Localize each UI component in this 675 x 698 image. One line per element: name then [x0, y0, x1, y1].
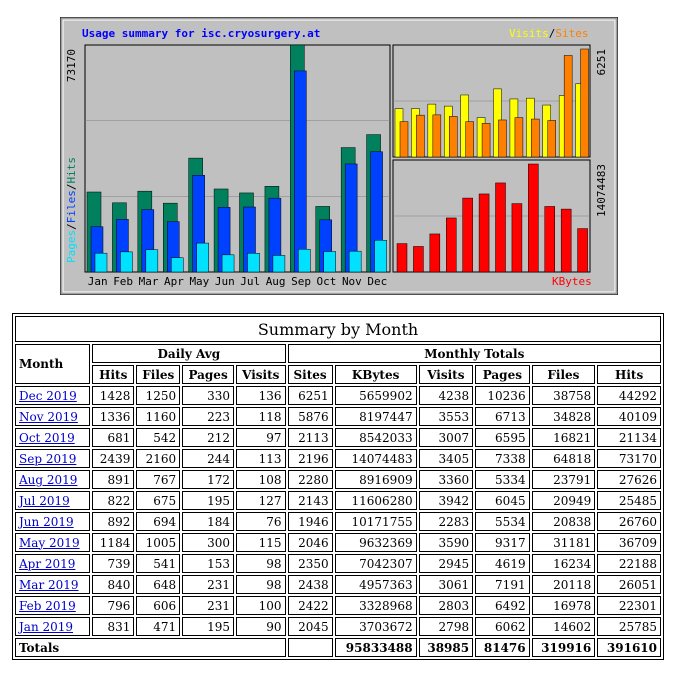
month-cell [15, 596, 90, 615]
value-cell: 26760 [597, 512, 661, 531]
value-cell: 2945 [419, 554, 474, 573]
value-cell: 330 [182, 386, 234, 405]
value-cell: 2439 [92, 449, 134, 468]
bar-sites-aug [515, 118, 523, 157]
value-cell: 606 [136, 596, 180, 615]
value-cell: 1160 [136, 407, 180, 426]
value-cell: 5534 [475, 512, 530, 531]
month-cell [15, 491, 90, 510]
month-cell [15, 407, 90, 426]
value-cell: 739 [92, 554, 134, 573]
table-row [15, 449, 661, 468]
value-cell: 9632369 [335, 533, 417, 552]
value-cell: 108 [236, 470, 286, 489]
daily-avg-header: Daily Avg [92, 344, 285, 363]
value-cell: 767 [136, 470, 180, 489]
bar-sites-sep [531, 119, 539, 157]
table-row [15, 554, 661, 573]
value-cell: 23791 [532, 470, 596, 489]
month-link[interactable]: May 2019 [19, 535, 80, 550]
value-cell: 127 [236, 491, 286, 510]
value-cell: 16821 [532, 428, 596, 447]
value-cell: 38758 [532, 386, 596, 405]
value-cell: 7338 [475, 449, 530, 468]
month-link[interactable]: Apr 2019 [19, 556, 76, 571]
value-cell: 1005 [136, 533, 180, 552]
value-cell: 831 [92, 617, 134, 636]
bar-kbytes-jul [496, 183, 506, 272]
value-cell: 184 [182, 512, 234, 531]
value-cell: 3405 [419, 449, 474, 468]
value-cell: 2196 [288, 449, 333, 468]
x-tick-label-aug: Aug [265, 275, 286, 288]
bar-sites-jan [400, 122, 408, 157]
x-tick-label-apr: Apr [164, 275, 184, 288]
totals-row [15, 638, 661, 657]
totals-value-cell: 38985 [419, 638, 474, 657]
value-cell: 2803 [419, 596, 474, 615]
value-cell: 2046 [288, 533, 333, 552]
value-cell: 840 [92, 575, 134, 594]
month-link[interactable]: Sep 2019 [19, 451, 77, 466]
value-cell: 1428 [92, 386, 134, 405]
value-cell: 31181 [532, 533, 596, 552]
legend-visits: Visits [509, 27, 549, 40]
value-cell: 796 [92, 596, 134, 615]
value-cell: 4957363 [335, 575, 417, 594]
value-cell: 4619 [475, 554, 530, 573]
daily-col-header-files: Files [136, 365, 180, 384]
value-cell: 11606280 [335, 491, 417, 510]
value-cell: 90 [236, 617, 286, 636]
table-row [15, 491, 661, 510]
value-cell: 136 [236, 386, 286, 405]
value-cell: 3942 [419, 491, 474, 510]
value-cell: 22188 [597, 554, 661, 573]
value-cell: 3553 [419, 407, 474, 426]
value-cell: 26051 [597, 575, 661, 594]
bar-pages-sep [298, 249, 310, 272]
bar-kbytes-nov [561, 209, 571, 272]
value-cell: 113 [236, 449, 286, 468]
month-cell [15, 386, 90, 405]
bar-pages-jun [222, 255, 234, 272]
value-cell: 172 [182, 470, 234, 489]
value-cell: 16234 [532, 554, 596, 573]
value-cell: 2160 [136, 449, 180, 468]
x-tick-label-dec: Dec [367, 275, 388, 288]
monthly-col-header-files: Files [532, 365, 596, 384]
month-link[interactable]: Jul 2019 [19, 493, 70, 508]
value-cell: 891 [92, 470, 134, 489]
table-row [15, 596, 661, 615]
x-tick-label-oct: Oct [316, 275, 337, 288]
value-cell: 6713 [475, 407, 530, 426]
table-row [15, 533, 661, 552]
value-cell: 118 [236, 407, 286, 426]
value-cell: 694 [136, 512, 180, 531]
value-cell: 6062 [475, 617, 530, 636]
value-cell: 98 [236, 575, 286, 594]
value-cell: 64818 [532, 449, 596, 468]
value-cell: 231 [182, 596, 234, 615]
value-cell: 6045 [475, 491, 530, 510]
month-header: Month [15, 344, 90, 384]
month-link[interactable]: Jun 2019 [19, 514, 74, 529]
bar-kbytes-feb [413, 246, 423, 272]
month-cell [15, 554, 90, 573]
value-cell: 6595 [475, 428, 530, 447]
value-cell: 223 [182, 407, 234, 426]
value-cell: 541 [136, 554, 180, 573]
table-row [15, 512, 661, 531]
month-cell [15, 428, 90, 447]
bar-pages-jul [248, 253, 260, 272]
bar-kbytes-apr [446, 218, 456, 272]
bar-sites-jun [482, 123, 490, 157]
monthly-col-header-sites: Sites [288, 365, 333, 384]
bar-sites-mar [433, 115, 441, 157]
value-cell: 20949 [532, 491, 596, 510]
value-cell: 892 [92, 512, 134, 531]
bar-pages-jan [95, 253, 107, 272]
value-cell: 2422 [288, 596, 333, 615]
value-cell: 9317 [475, 533, 530, 552]
x-tick-label-jul: Jul [240, 275, 261, 288]
value-cell: 76 [236, 512, 286, 531]
summary-by-month-table [12, 313, 664, 660]
bar-sites-jul [499, 120, 507, 157]
value-cell: 14074483 [335, 449, 417, 468]
daily-col-header-visits: Visits [236, 365, 286, 384]
value-cell: 7191 [475, 575, 530, 594]
monthly-col-header-visits: Visits [419, 365, 474, 384]
legend-pages: Pages [65, 229, 78, 263]
value-cell: 25485 [597, 491, 661, 510]
usage-chart-svg [60, 17, 618, 295]
value-cell: 40109 [597, 407, 661, 426]
value-cell: 36709 [597, 533, 661, 552]
bar-pages-oct [324, 252, 336, 272]
value-cell: 44292 [597, 386, 661, 405]
bar-pages-may [197, 243, 209, 272]
month-link[interactable]: Oct 2019 [19, 430, 75, 445]
value-cell: 20118 [532, 575, 596, 594]
value-cell: 1336 [92, 407, 134, 426]
table-row [15, 386, 661, 405]
value-cell: 822 [92, 491, 134, 510]
bar-kbytes-mar [430, 234, 440, 272]
bar-sites-oct [548, 120, 556, 157]
value-cell: 1946 [288, 512, 333, 531]
visits-sites-legend: Visits/Sites [509, 27, 589, 40]
value-cell: 2283 [419, 512, 474, 531]
summary-table-wrapper [12, 313, 664, 660]
value-cell: 681 [92, 428, 134, 447]
table-row [15, 428, 661, 447]
value-cell: 34828 [532, 407, 596, 426]
value-cell: 2350 [288, 554, 333, 573]
x-tick-label-jun: Jun [214, 275, 235, 288]
value-cell: 5659902 [335, 386, 417, 405]
value-cell: 5876 [288, 407, 333, 426]
value-cell: 21134 [597, 428, 661, 447]
month-cell [15, 575, 90, 594]
value-cell: 3007 [419, 428, 474, 447]
value-cell: 16978 [532, 596, 596, 615]
value-cell: 212 [182, 428, 234, 447]
table-row [15, 617, 661, 636]
monthly-col-header-pages: Pages [475, 365, 530, 384]
totals-label: Totals [15, 638, 286, 657]
bar-pages-mar [146, 250, 158, 272]
bar-pages-apr [171, 258, 183, 272]
legend-files: Files [65, 190, 78, 224]
daily-col-header-pages: Pages [182, 365, 234, 384]
legend-sites: Sites [555, 27, 589, 40]
bar-files-sep [294, 71, 306, 272]
value-cell: 153 [182, 554, 234, 573]
value-cell: 10236 [475, 386, 530, 405]
value-cell: 244 [182, 449, 234, 468]
chart-title: Usage summary for isc.cryosurgery.at [82, 27, 321, 40]
value-cell: 3590 [419, 533, 474, 552]
bar-sites-nov [564, 55, 572, 157]
month-cell [15, 470, 90, 489]
usage-chart [60, 17, 618, 295]
value-cell: 3061 [419, 575, 474, 594]
month-cell [15, 449, 90, 468]
x-tick-label-jan: Jan [87, 275, 108, 288]
value-cell: 98 [236, 554, 286, 573]
month-link[interactable]: Dec 2019 [19, 388, 77, 403]
value-cell: 3328968 [335, 596, 417, 615]
bar-sites-feb [416, 115, 424, 157]
value-cell: 2438 [288, 575, 333, 594]
daily-col-header-hits: Hits [92, 365, 134, 384]
value-cell: 2113 [288, 428, 333, 447]
x-tick-label-nov: Nov [341, 275, 362, 288]
value-cell: 8916909 [335, 470, 417, 489]
monthly-totals-header: Monthly Totals [288, 344, 661, 363]
bar-kbytes-oct [545, 206, 555, 272]
value-cell: 8542033 [335, 428, 417, 447]
value-cell: 7042307 [335, 554, 417, 573]
value-cell: 648 [136, 575, 180, 594]
value-cell: 471 [136, 617, 180, 636]
table-row [15, 407, 661, 426]
bar-kbytes-jan [397, 244, 407, 272]
bar-kbytes-may [463, 198, 473, 272]
totals-blank-cell [288, 638, 333, 657]
bar-kbytes-dec [578, 229, 588, 272]
table-row [15, 470, 661, 489]
x-tick-label-sep: Sep [291, 275, 311, 288]
month-cell [15, 617, 90, 636]
totals-value-cell: 319916 [532, 638, 596, 657]
totals-value-cell: 81476 [475, 638, 530, 657]
value-cell: 675 [136, 491, 180, 510]
bar-kbytes-sep [528, 164, 538, 272]
bar-pages-aug [273, 255, 285, 272]
value-cell: 195 [182, 617, 234, 636]
y-max-label-visits: 6251 [595, 49, 608, 76]
bar-sites-apr [449, 116, 457, 157]
table-row [15, 575, 661, 594]
value-cell: 6251 [288, 386, 333, 405]
value-cell: 542 [136, 428, 180, 447]
legend-kbytes: KBytes [552, 275, 592, 288]
value-cell: 22301 [597, 596, 661, 615]
value-cell: 100 [236, 596, 286, 615]
column-header-row [15, 365, 661, 384]
value-cell: 2143 [288, 491, 333, 510]
value-cell: 2798 [419, 617, 474, 636]
month-link[interactable]: Mar 2019 [19, 577, 79, 592]
month-link[interactable]: Feb 2019 [19, 598, 76, 613]
value-cell: 73170 [597, 449, 661, 468]
value-cell: 300 [182, 533, 234, 552]
totals-value-cell: 95833488 [335, 638, 417, 657]
value-cell: 4238 [419, 386, 474, 405]
bar-pages-nov [349, 251, 361, 272]
value-cell: 97 [236, 428, 286, 447]
bar-kbytes-aug [512, 204, 522, 272]
value-cell: 2280 [288, 470, 333, 489]
left-legend: Pages/Files/Hits [65, 157, 78, 263]
value-cell: 5334 [475, 470, 530, 489]
y-max-label-kbytes: 14074483 [595, 164, 608, 217]
month-link[interactable]: Jan 2019 [19, 619, 74, 634]
legend-hits: Hits [65, 157, 78, 184]
value-cell: 14602 [532, 617, 596, 636]
value-cell: 25785 [597, 617, 661, 636]
table-title: Summary by Month [15, 316, 661, 342]
value-cell: 231 [182, 575, 234, 594]
month-link[interactable]: Aug 2019 [19, 472, 78, 487]
x-tick-label-may: May [189, 275, 210, 288]
x-tick-label-feb: Feb [113, 275, 134, 288]
totals-value-cell: 391610 [597, 638, 661, 657]
monthly-col-header-hits: Hits [597, 365, 661, 384]
value-cell: 3360 [419, 470, 474, 489]
monthly-col-header-kbytes: KBytes [335, 365, 417, 384]
bar-sites-dec [581, 49, 589, 157]
value-cell: 6492 [475, 596, 530, 615]
value-cell: 8197447 [335, 407, 417, 426]
value-cell: 1184 [92, 533, 134, 552]
bar-pages-dec [375, 240, 387, 272]
month-cell [15, 533, 90, 552]
value-cell: 195 [182, 491, 234, 510]
value-cell: 27626 [597, 470, 661, 489]
bar-kbytes-jun [479, 194, 489, 272]
month-cell [15, 512, 90, 531]
bar-pages-feb [120, 252, 132, 272]
value-cell: 10171755 [335, 512, 417, 531]
value-cell: 20838 [532, 512, 596, 531]
value-cell: 115 [236, 533, 286, 552]
x-tick-label-mar: Mar [138, 275, 159, 288]
value-cell: 3703672 [335, 617, 417, 636]
y-max-label-main: 73170 [65, 49, 78, 83]
value-cell: 1250 [136, 386, 180, 405]
bar-sites-may [466, 122, 474, 157]
value-cell: 2045 [288, 617, 333, 636]
month-link[interactable]: Nov 2019 [19, 409, 78, 424]
